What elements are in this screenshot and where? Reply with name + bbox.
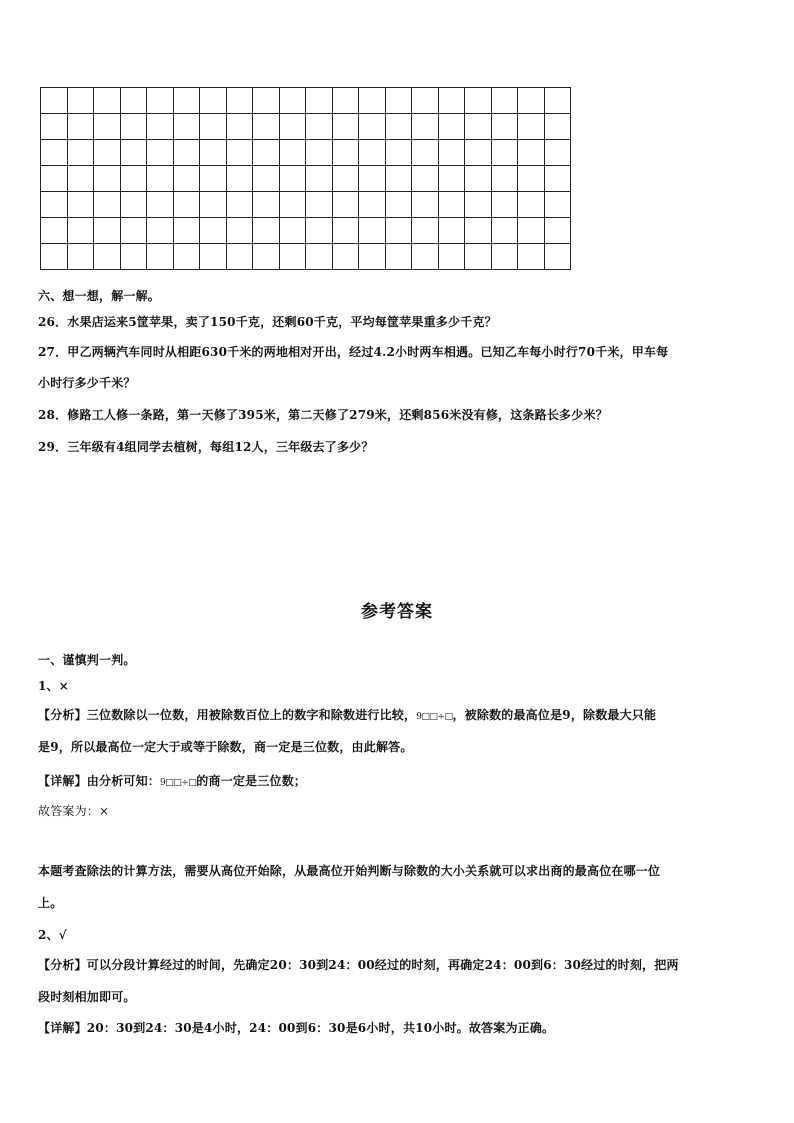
grid-cell [386,166,413,192]
grid-cell [465,218,492,244]
grid-cell [41,218,68,244]
grid-cell [359,192,386,218]
grid-cell [439,192,466,218]
grid-cell [359,244,386,270]
grid-cell [333,140,360,166]
grid-cell [41,166,68,192]
grid-cell [412,192,439,218]
grid-cell [121,140,148,166]
grid-cell [227,140,254,166]
grid-cell [439,166,466,192]
grid-cell [121,244,148,270]
grid-cell [386,140,413,166]
grid-cell [280,218,307,244]
grid-cell [253,140,280,166]
grid-cell [386,192,413,218]
grid-cell [121,218,148,244]
grid-cell [253,218,280,244]
grid-cell [68,192,95,218]
grid-cell [386,88,413,114]
grid-cell [94,166,121,192]
section-six-heading: 六、想一想，解一解。 [38,289,161,303]
grid-cell [227,166,254,192]
grid-cell [253,244,280,270]
grid-cell [174,88,201,114]
grid-cell [359,218,386,244]
grid-cell [439,218,466,244]
grid-cell [227,88,254,114]
grid-cell [545,218,572,244]
grid-cell [412,218,439,244]
grid-cell [412,166,439,192]
grid-cell [174,244,201,270]
answer-1-label: 1、× [38,679,70,693]
grid-cell [306,244,333,270]
grid-cell [412,88,439,114]
question-26: 26．水果店运来5筐苹果，卖了150千克，还剩60千克，平均每筐苹果重多少千克？ [38,315,497,329]
grid-cell [306,166,333,192]
grid-cell [174,192,201,218]
grid-cell [68,166,95,192]
grid-cell [147,244,174,270]
grid-cell [518,88,545,114]
grid-cell [121,88,148,114]
grid-cell [518,218,545,244]
grid-cell [147,166,174,192]
grid-cell [333,88,360,114]
grid-cell [68,140,95,166]
grid-cell [465,88,492,114]
grid-cell [492,218,519,244]
grid-cell [121,192,148,218]
grid-cell [121,166,148,192]
grid-cell [253,166,280,192]
grid-cell [200,140,227,166]
answer-2-analysis-line-2: 段时刻相加即可。 [38,990,136,1004]
grid-cell [227,218,254,244]
grid-cell [147,192,174,218]
grid-cell [94,244,121,270]
grid-cell [306,140,333,166]
grid-cell [253,192,280,218]
grid-cell [333,218,360,244]
grid-cell [147,114,174,140]
grid-cell [359,140,386,166]
question-28: 28．修路工人修一条路，第一天修了395米，第二天修了279米，还剩856米没有修，这条路长多少米？ [38,408,608,422]
question-27-line-1: 27．甲乙两辆汽车同时从相距630千米的两地相对开出，经过4.2小时两车相遇。已知乙车每小时行70千米，甲车每 [38,345,669,359]
grid-cell [227,192,254,218]
grid-cell [545,192,572,218]
grid-cell [545,140,572,166]
grid-cell [41,140,68,166]
grid-cell [147,218,174,244]
question-29: 29．三年级有4组同学去植树，每组12人，三年级去了多少？ [38,440,374,454]
grid-cell [465,166,492,192]
grid-cell [492,192,519,218]
grid-cell [147,140,174,166]
grid-cell [280,114,307,140]
grid-cell [68,114,95,140]
grid-cell [227,244,254,270]
grid-cell [41,88,68,114]
grid-cell [306,192,333,218]
grid-cell [306,218,333,244]
grid-cell [412,114,439,140]
grid-cell [200,88,227,114]
grid-cell [147,88,174,114]
grid-cell [200,218,227,244]
grid-cell [280,244,307,270]
grid-cell [518,140,545,166]
answer-2-label: 2、√ [38,928,67,942]
grid-cell [41,244,68,270]
grid-cell [439,244,466,270]
answer-1-detail-expression: 9□□÷□ [160,778,197,788]
grid-cell [68,88,95,114]
grid-cell [545,244,572,270]
answer-2-analysis-line-1: 【分析】可以分段计算经过的时间，先确定20：30到24：00经过的时刻，再确定24：00到6：30经过的时刻，把两 [38,958,679,972]
grid-cell [492,114,519,140]
grid-cell [439,140,466,166]
grid-cell [94,218,121,244]
answer-1-analysis-line-1: 【分析】三位数除以一位数，用被除数百位上的数字和除数进行比较，9□□÷□，被除数的最高位是9，除数最大只能 [38,708,657,722]
grid-cell [386,114,413,140]
grid-cell [94,192,121,218]
grid-cell [545,114,572,140]
grid-cell [412,140,439,166]
grid-cell [174,166,201,192]
grid-cell [227,114,254,140]
grid-cell [439,114,466,140]
grid-cell [280,192,307,218]
question-27-line-2: 小时行多少千米？ [38,376,136,390]
grid-cell [94,88,121,114]
grid-cell [412,244,439,270]
grid-cell [518,192,545,218]
grid-cell [386,244,413,270]
grid-cell [94,114,121,140]
answer-2-detail: 【详解】20：30到24：30是4小时，24：00到6：30是6小时，共10小时。故答案为正确。 [38,1021,555,1035]
answers-title: 参考答案 [361,602,433,622]
grid-cell [465,140,492,166]
grid-cell [174,114,201,140]
grid-cell [174,140,201,166]
grid-cell [280,88,307,114]
grid-cell [68,244,95,270]
writing-grid [40,87,571,270]
grid-cell [545,88,572,114]
grid-cell [465,114,492,140]
grid-cell [359,114,386,140]
grid-cell [200,114,227,140]
grid-cell [306,114,333,140]
grid-cell [359,88,386,114]
answer-1-note-line-2: 上。 [38,896,63,910]
answer-1-analysis-expression: 9□□÷□ [416,712,453,722]
grid-cell [333,166,360,192]
grid-cell [174,218,201,244]
answer-1-conclusion: 故答案为：× [38,804,110,818]
grid-cell [94,140,121,166]
grid-cell [280,166,307,192]
grid-cell [200,244,227,270]
grid-cell [492,88,519,114]
grid-cell [200,192,227,218]
grid-cell [121,114,148,140]
answer-1-analysis-line-2: 是9，所以最高位一定大于或等于除数，商一定是三位数，由此解答。 [38,740,413,754]
grid-cell [253,114,280,140]
grid-cell [492,140,519,166]
grid-cell [68,218,95,244]
grid-cell [492,166,519,192]
grid-cell [280,140,307,166]
grid-cell [359,166,386,192]
grid-cell [333,114,360,140]
grid-cell [465,192,492,218]
grid-cell [333,192,360,218]
grid-cell [518,244,545,270]
grid-cell [41,114,68,140]
grid-cell [518,166,545,192]
grid-cell [386,218,413,244]
grid-cell [465,244,492,270]
answers-section-heading: 一、谨慎判一判。 [38,653,136,667]
grid-cell [200,166,227,192]
grid-cell [333,244,360,270]
answer-1-detail: 【详解】由分析可知：9□□÷□的商一定是三位数； [38,774,307,788]
answer-1-note-line-1: 本题考查除法的计算方法，需要从高位开始除，从最高位开始判断与除数的大小关系就可以求出商的最高位在哪一位 [38,864,661,878]
grid-cell [518,114,545,140]
grid-cell [306,88,333,114]
grid-cell [492,244,519,270]
grid-cell [545,166,572,192]
grid-cell [253,88,280,114]
grid-cell [41,192,68,218]
grid-cell [439,88,466,114]
